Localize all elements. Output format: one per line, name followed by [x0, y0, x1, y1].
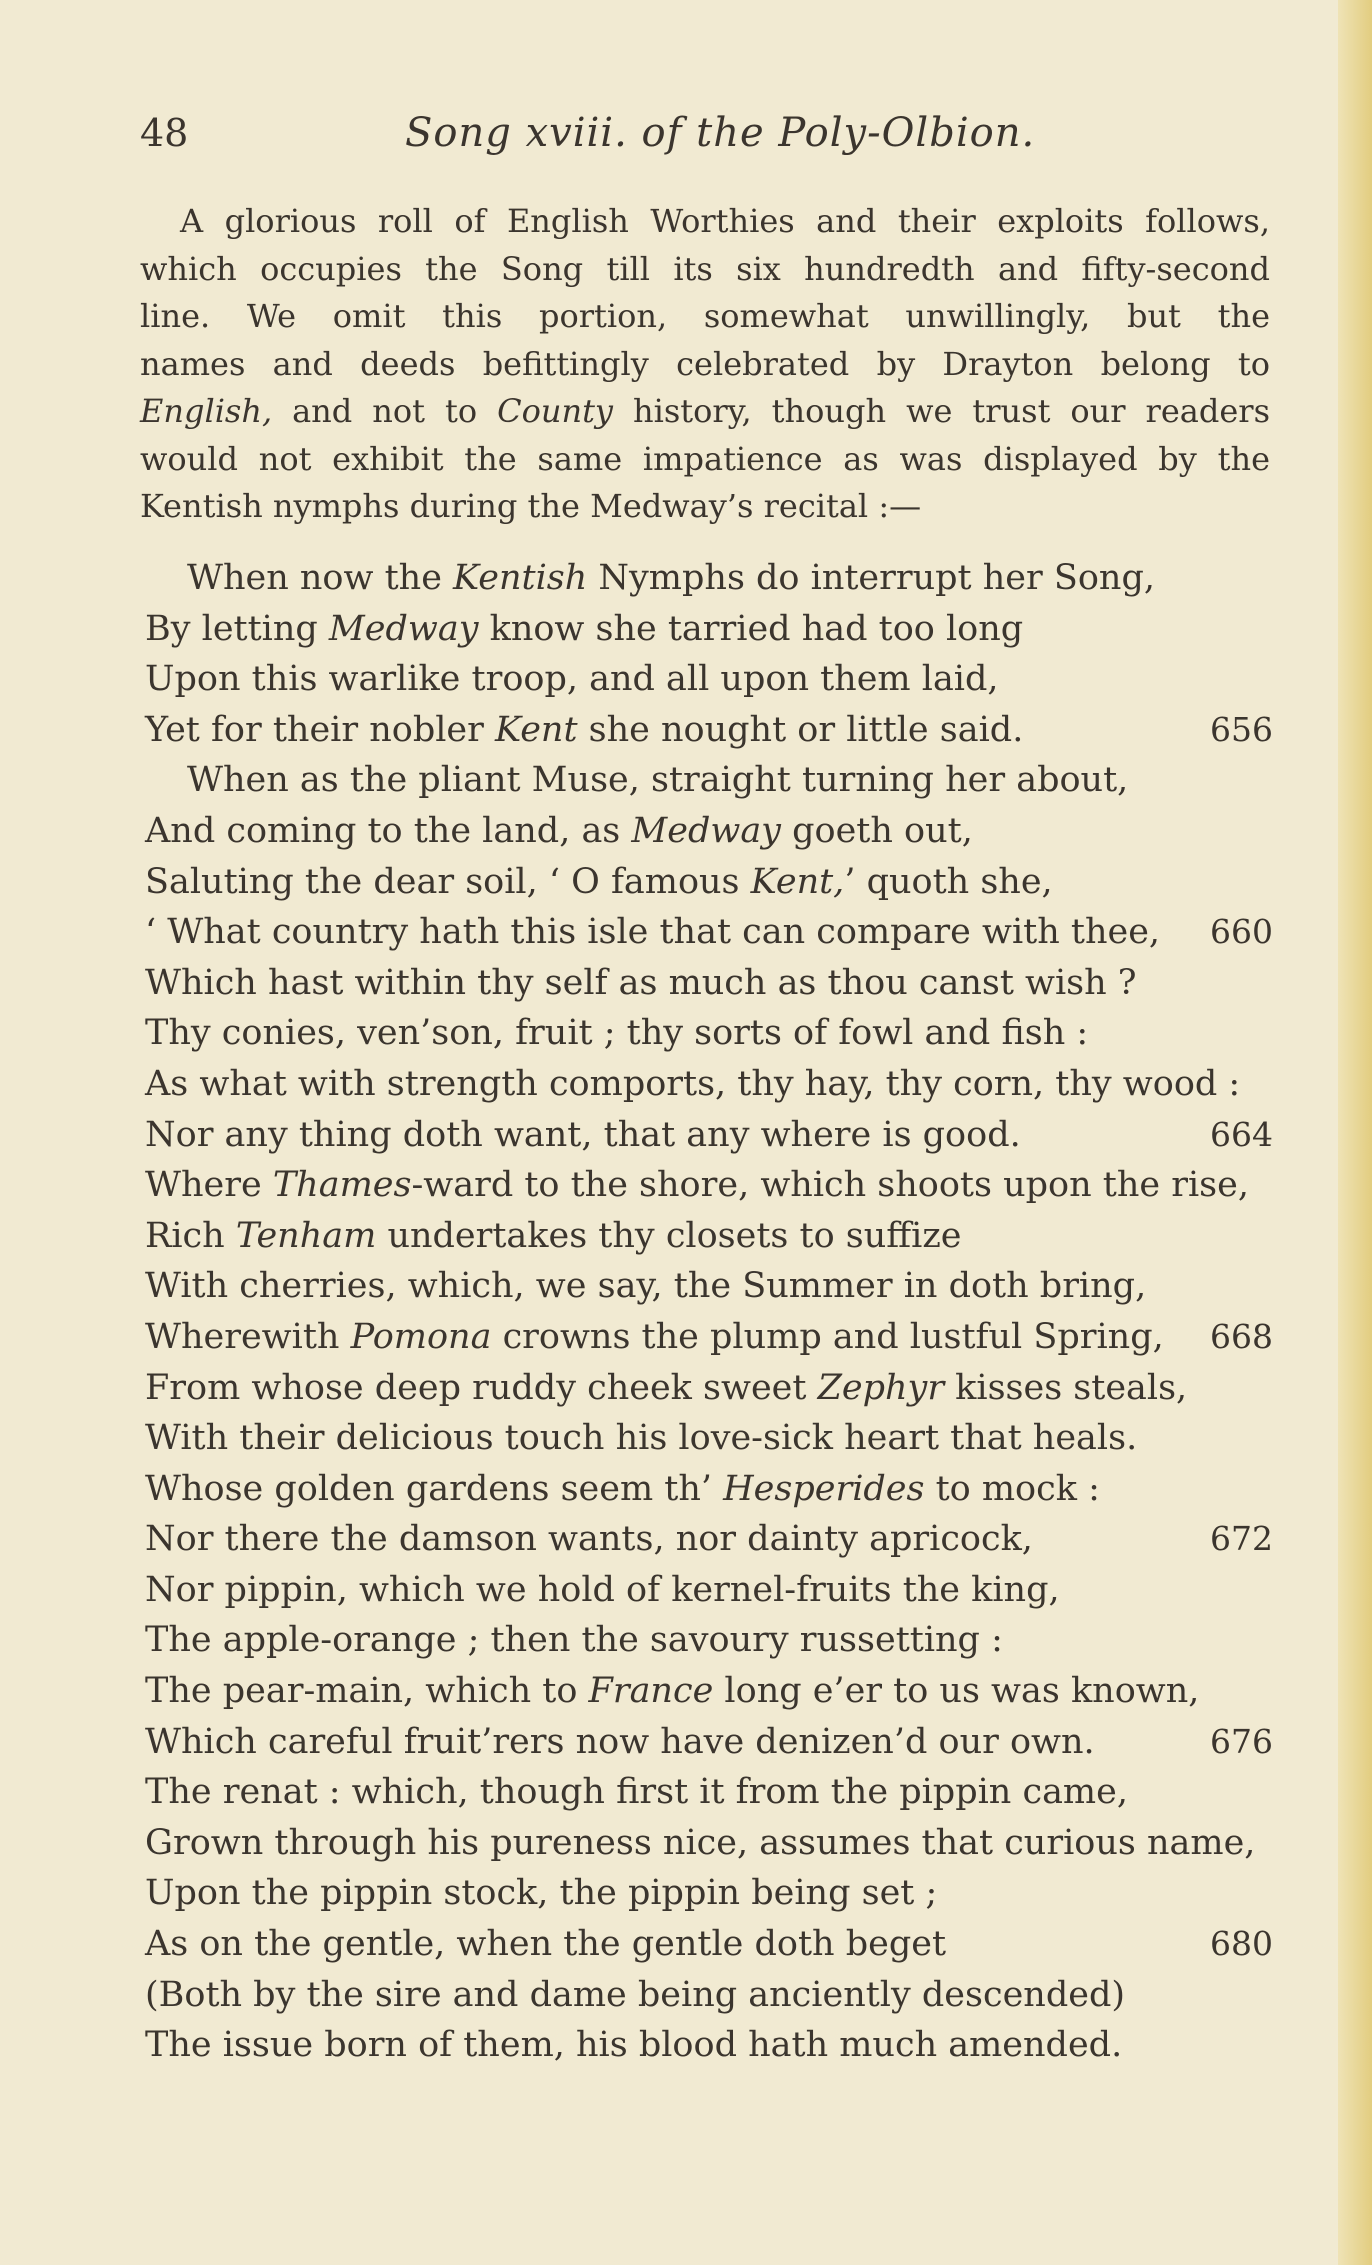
- prose-line: Kentish nymphs during the Medway’s recital :—: [140, 487, 922, 525]
- verse-line: Wherewith Pomona crowns the plump and lustful Spring, 668: [145, 1312, 1273, 1363]
- verse-line: Grown through his pureness nice, assumes that curious name,: [145, 1822, 1256, 1863]
- verse-line: Thy conies, ven’son, fruit ; thy sorts of fowl and fish :: [145, 1013, 1089, 1054]
- verse-line: From whose deep ruddy cheek sweet Zephyr kisses steals,: [145, 1367, 1188, 1408]
- verse-line: By letting Medway know she tarried had too long: [145, 608, 1024, 649]
- verse-line: Nor there the damson wants, nor dainty apricock, 672: [145, 1514, 1273, 1565]
- verse-line: When now the Kentish Nymphs do interrupt her Song,: [187, 558, 1155, 598]
- prose-line: line. We omit this portion, somewhat unwillingly, but the: [140, 297, 1270, 335]
- italic-word: Tenham: [235, 1215, 377, 1256]
- verse-line: Where Thames-ward to the shore, which shoots upon the rise,: [145, 1165, 1249, 1206]
- italic-word: Zephyr: [817, 1367, 945, 1408]
- verse-line: Saluting the dear soil, ‘ O famous Kent,’ quoth she,: [145, 861, 1053, 902]
- italic-word: Kentish: [453, 558, 588, 598]
- verse-line: As on the gentle, when the gentle doth beget 680: [145, 1919, 1273, 1970]
- verse-line: Which careful fruit’rers now have denizen’d our own. 676: [145, 1717, 1273, 1768]
- italic-word: Kent: [495, 709, 578, 750]
- verse-line: The issue born of them, his blood hath much amended.: [145, 2025, 1123, 2066]
- italic-word: France: [588, 1671, 714, 1712]
- verse-line: (Both by the sire and dame being anciently descended): [145, 1974, 1125, 2015]
- italic-word: Medway: [631, 810, 781, 851]
- verse-line: Yet for their nobler Kent she nought or little said. 656: [145, 705, 1273, 756]
- line-number: 660: [1210, 912, 1273, 952]
- verse-line: ‘ What country hath this isle that can compare with thee, 660: [145, 907, 1273, 958]
- line-number: 672: [1210, 1519, 1273, 1559]
- verse-line: And coming to the land, as Medway goeth out,: [145, 810, 973, 851]
- italic-word: Pomona: [350, 1316, 492, 1357]
- italic-word: County: [497, 392, 613, 430]
- verse-line: Which hast within thy self as much as thou canst wish ?: [145, 962, 1137, 1003]
- italic-word: Kent,: [750, 861, 845, 902]
- italic-word: English,: [140, 392, 273, 430]
- verse-block: [145, 553, 1273, 2071]
- line-number: 676: [1210, 1721, 1273, 1761]
- line-number: 664: [1210, 1114, 1273, 1154]
- prose-line: names and deeds befittingly celebrated by Drayton belong to: [140, 344, 1270, 383]
- verse-line: The apple-orange ; then the savoury russetting :: [145, 1620, 1003, 1661]
- prose-line: English, and not to County history, though we trust our readers: [140, 392, 1271, 430]
- verse-line: Nor any thing doth want, that any where is good. 664: [145, 1110, 1273, 1161]
- italic-word: Hesperides: [723, 1468, 925, 1509]
- italic-word: Medway: [328, 608, 479, 649]
- prose-line: would not exhibit the same impatience as was displayed by the: [140, 439, 1270, 478]
- line-number: 656: [1210, 709, 1273, 749]
- verse-line: When as the pliant Muse, straight turning her about,: [187, 760, 1129, 801]
- verse-line: Upon the pippin stock, the pippin being set ;: [145, 1873, 938, 1914]
- verse-line: With cherries, which, we say, the Summer in doth bring,: [145, 1266, 1147, 1307]
- verse-line: With their delicious touch his love-sick heart that heals.: [145, 1418, 1138, 1459]
- verse-line: As what with strength comports, thy hay, thy corn, thy wood :: [145, 1063, 1241, 1104]
- running-title: Song xviii. of the Poly-Olbion.: [405, 110, 1036, 156]
- prose-paragraph: [140, 198, 1270, 531]
- page-number: 48: [140, 111, 189, 155]
- italic-word: Thames: [272, 1165, 412, 1206]
- verse-line: The renat : which, though first it from the pippin came,: [145, 1772, 1128, 1813]
- verse-line: The pear-main, which to France long e’er to us was known,: [145, 1671, 1200, 1712]
- verse-line: Upon this warlike troop, and all upon them laid,: [145, 659, 999, 700]
- prose-line: A glorious roll of English Worthies and their exploits follows,: [180, 202, 1270, 240]
- page-edge-shadow: [1338, 0, 1372, 2265]
- running-head: [140, 108, 1270, 168]
- verse-line: Rich Tenham undertakes thy closets to suffize: [145, 1215, 962, 1256]
- prose-line: which occupies the Song till its six hundredth and fifty-second: [140, 249, 1270, 288]
- verse-line: Whose golden gardens seem th’ Hesperides to mock :: [145, 1468, 1100, 1509]
- line-number: 668: [1210, 1316, 1273, 1356]
- verse-line: Nor pippin, which we hold of kernel-fruits the king,: [145, 1569, 1060, 1610]
- line-number: 680: [1210, 1924, 1273, 1964]
